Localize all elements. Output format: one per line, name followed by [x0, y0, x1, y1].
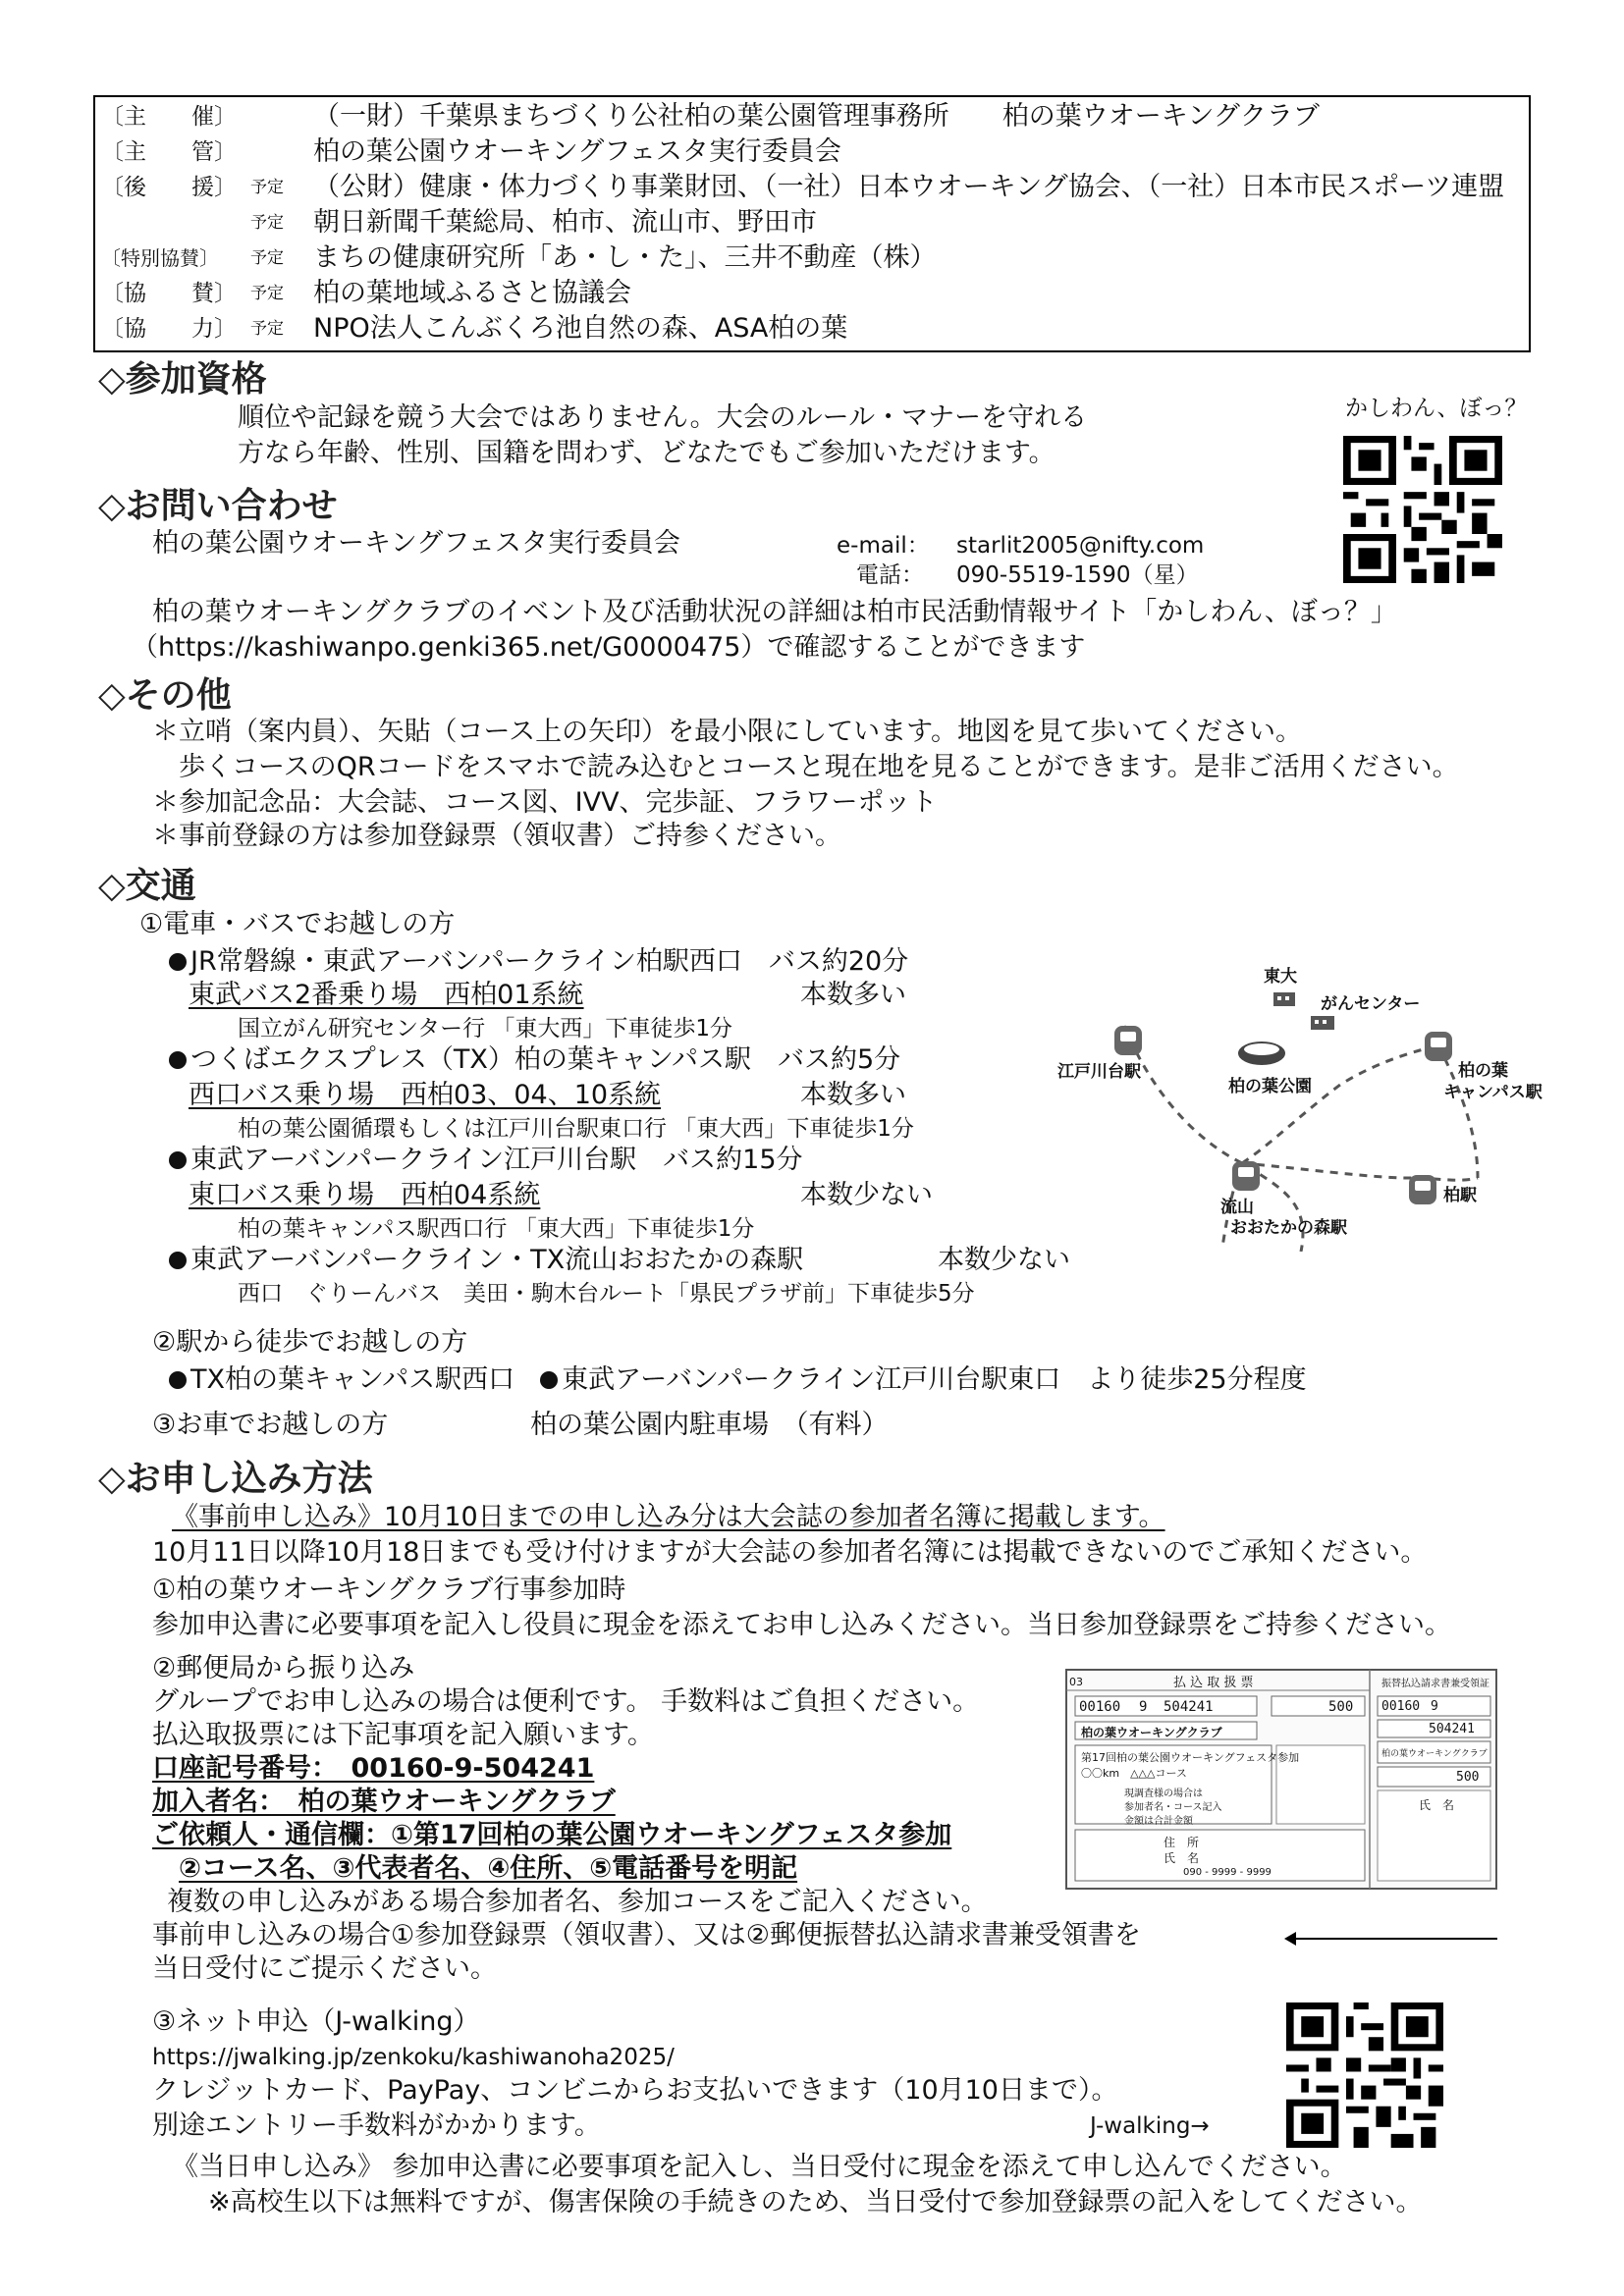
eligibility-line-2: 方なら年齢、性別、国籍を問わず、どなたでもご参加いただけます。 [238, 438, 1056, 468]
memo-line-1: ご依頼人・通信欄：①第17回柏の葉公園ウオーキングフェスタ参加 [152, 1820, 952, 1850]
row-label: 〔協 力〕 [101, 316, 237, 342]
transport-sub-walk: ②駅から徒歩でお越しの方 [152, 1327, 468, 1358]
organizer-row [95, 243, 1529, 273]
form-title: 払 込 取 扱 票 [1173, 1676, 1254, 1690]
jwalking-qr-caption: J-walking→ [1090, 2113, 1210, 2139]
contact-info-line-2: （https://kashiwanpo.genki365.net/G0000475）で確認することができます [132, 632, 1086, 663]
jwalking-url[interactable]: https://jwalking.jp/zenkoku/kashiwanoha2025/ [152, 2045, 675, 2070]
other-line-3: ＊参加記念品：大会誌、コース図、IVV、完歩証、フラワーポット [152, 787, 938, 818]
email-label: e-mail： [837, 533, 930, 559]
form-right-name: 氏 名 [1419, 1798, 1455, 1812]
map-label-campus-1: 柏の葉 [1458, 1061, 1508, 1081]
tentative-mark: 予定 [250, 319, 284, 339]
postal-transfer-form [1065, 1669, 1497, 1890]
pointer-line [1286, 1938, 1497, 1940]
apply-method-2-line-4: 事前申し込みの場合①参加登録票（領収書）、又は②郵便振替払込請求書兼受領書を [152, 1920, 1141, 1950]
tentative-mark: 予定 [250, 213, 284, 233]
row-text: NPO法人こんぶくろ池自然の森、ASA柏の葉 [313, 313, 848, 344]
organizer-row [95, 102, 1529, 132]
organizer-row [95, 137, 1529, 167]
other-line-2: 歩くコースのQRコードをスマホで読み込むとコースと現在地を見ることができます。是非ご活用ください。 [152, 752, 1459, 782]
apply-method-1-text: 参加申込書に必要事項を記入し役員に現金を添えてお申し込みください。当日参加登録票をご持参ください。 [152, 1610, 1451, 1640]
form-right-account-2: 9 [1431, 1699, 1438, 1714]
row-label: 〔後 援〕 [101, 175, 237, 200]
bullet-icon [169, 1252, 187, 1269]
form-right-payee: 柏の葉ウオーキングクラブ [1381, 1749, 1488, 1759]
qr-code-jwalking[interactable] [1286, 2002, 1443, 2148]
form-account-2: 9 [1139, 1699, 1148, 1715]
row-text: （一財）千葉県まちづくり公社柏の葉公園管理事務所 柏の葉ウオーキングクラブ [313, 101, 1320, 132]
account-number: 口座記号番号： 00160-9-504241 [152, 1753, 595, 1784]
apply-method-3-title: ③ネット申込（J-walking） [152, 2006, 480, 2037]
form-memo-1: 第17回柏の葉公園ウオーキングフェスタ参加 [1081, 1751, 1300, 1764]
bullet-icon [169, 953, 187, 971]
row-text: 柏の葉公園ウオーキングフェスタ実行委員会 [313, 136, 841, 167]
route-3-main-text: 東武アーバンパークライン江戸川台駅 バス約15分 [190, 1145, 803, 1175]
route-2-frequency: 本数多い [800, 1080, 906, 1110]
apply-method-2-line-2: 払込取扱票には下記事項を記入願います。 [152, 1720, 654, 1750]
map-label-park: 柏の葉公園 [1228, 1077, 1312, 1096]
form-memo-4: 参加者名・コース記入 [1124, 1802, 1222, 1813]
form-memo-3: 現調査様の場合は [1124, 1789, 1203, 1799]
car-parking: 柏の葉公園内駐車場 （有料） [530, 1410, 889, 1440]
walk-routes [169, 1364, 1307, 1396]
bullet-icon [169, 1151, 187, 1169]
form-name-label: 氏 名 [1164, 1851, 1200, 1865]
eligibility-line-1: 順位や記録を競う大会ではありません。大会のルール・マナーを守れる [238, 402, 1088, 433]
eligibility-heading: ◇参加資格 [98, 359, 267, 400]
contact-committee: 柏の葉公園ウオーキングフェスタ実行委員会 [152, 528, 680, 559]
tentative-mark: 予定 [250, 178, 284, 197]
form-account-1: 00160 [1079, 1699, 1121, 1715]
form-memo-5: 金額は合計金額 [1124, 1816, 1193, 1827]
apply-pre-registration: 《事前申し込み》10月10日までの申し込み分は大会誌の参加者名簿に掲載します。 [172, 1502, 1165, 1532]
contact-info-line-1: 柏の葉ウオーキングクラブのイベント及び活動状況の詳細は柏市民活動情報サイト「かしわん、ぼっ？」 [152, 597, 1397, 627]
apply-method-3-line-2: 別途エントリー手数料がかかります。 [152, 2110, 601, 2141]
route-1-main [169, 946, 908, 978]
route-1-main-text: JR常磐線・東武アーバンパークライン柏駅西口 バス約20分 [190, 946, 909, 977]
row-text: 朝日新聞千葉総局、柏市、流山市、野田市 [313, 207, 817, 238]
apply-method-2-line-1: グループでお申し込みの場合は便利です。 手数料はご負担ください。 [152, 1686, 980, 1717]
transport-sub-car: ③お車でお越しの方 [152, 1410, 389, 1440]
walk-route-a: TX柏の葉キャンパス駅西口 [190, 1364, 515, 1395]
apply-late-notice: 10月11日以降10月18日までも受け付けますが大会誌の参加者名簿には掲載できないのでご承知ください。 [152, 1537, 1428, 1568]
phone-number: 090-5519-1590（星） [956, 562, 1199, 588]
apply-method-2-title: ②郵便局から振り込み [152, 1653, 415, 1683]
transport-heading: ◇交通 [98, 866, 196, 906]
tentative-mark: 予定 [250, 284, 284, 303]
row-label: 〔協 賛〕 [101, 281, 237, 306]
route-1-stop: 東武バス2番乗り場 西柏01系統 [189, 980, 584, 1010]
row-text: （公財）健康・体力づくり事業財団、（一社）日本ウオーキング協会、（一社）日本市民スポーツ連盟 [313, 172, 1505, 202]
form-address-label: 住 所 [1164, 1836, 1200, 1849]
apply-heading: ◇お申し込み方法 [98, 1459, 373, 1499]
route-map-lines [1046, 967, 1517, 1252]
route-4-main-text: 東武アーバンパークライン・TX流山おおたかの森駅 [190, 1245, 804, 1275]
memo-line-2: ②コース名、③代表者名、④住所、⑤電話番号を明記 [179, 1853, 798, 1884]
form-right-amount: 500 [1456, 1770, 1480, 1785]
student-notice: ※高校生以下は無料ですが、傷害保険の手続きのため、当日受付で参加登録票の記入をしてください。 [208, 2187, 1423, 2217]
other-line-4: ＊事前登録の方は参加登録票（領収書）ご持参ください。 [152, 821, 841, 851]
route-4-main [169, 1245, 803, 1276]
route-1-frequency: 本数多い [800, 980, 906, 1010]
contact-heading: ◇お問い合わせ [98, 486, 338, 526]
route-4-destination: 西口 ぐりーんバス 美田・駒木台ルート「県民プラザ前」下車徒歩5分 [238, 1281, 975, 1307]
phone-label: 電話： [856, 562, 924, 588]
form-small-code: 03 [1069, 1676, 1083, 1688]
route-2-stop: 西口バス乗り場 西柏03、04、10系統 [189, 1080, 662, 1110]
organizer-row [95, 314, 1529, 344]
bullet-icon [540, 1371, 558, 1389]
map-label-otaka-1: 流山 [1220, 1198, 1254, 1217]
apply-method-3-line-1: クレジットカード、PayPay、コンビニからお支払いできます（10月10日まで）。 [152, 2075, 1118, 2106]
row-text: まちの健康研究所「あ・し・た」、三井不動産（株） [313, 242, 937, 273]
route-3-frequency: 本数少ない [800, 1180, 933, 1210]
form-account-3: 504241 [1164, 1699, 1214, 1715]
map-label-otaka-2: おおたかの森駅 [1230, 1218, 1347, 1238]
bullet-icon [169, 1051, 187, 1069]
map-label-edogawadai: 江戸川台駅 [1057, 1062, 1141, 1082]
route-2-main-text: つくばエクスプレス（TX）柏の葉キャンパス駅 バス約5分 [190, 1044, 901, 1075]
other-line-1: ＊立哨（案内員）、矢貼（コース上の矢印）を最小限にしています。地図を見て歩いてください。 [152, 717, 1302, 747]
apply-method-2-line-5: 当日受付にご提示ください。 [152, 1953, 497, 1984]
tentative-mark: 予定 [250, 248, 284, 268]
form-memo-2: 〇〇km △△△コース [1081, 1767, 1187, 1780]
row-label: 〔主 催〕 [101, 104, 237, 130]
route-2-main [169, 1044, 900, 1076]
form-right-account-3: 504241 [1429, 1722, 1475, 1736]
row-label: 〔特別協賛〕 [101, 246, 219, 270]
form-payee: 柏の葉ウオーキングクラブ [1081, 1726, 1222, 1739]
form-right-account-1: 00160 [1381, 1699, 1421, 1714]
account-name: 加入者名： 柏の葉ウオーキングクラブ [152, 1787, 616, 1817]
bullet-icon [169, 1371, 187, 1389]
map-label-todai: 東大 [1264, 967, 1297, 987]
organizer-row [95, 173, 1529, 202]
map-label-gan-center: がんセンター [1321, 994, 1421, 1014]
walk-route-b: 東武アーバンパークライン江戸川台駅東口 より徒歩25分程度 [562, 1364, 1307, 1395]
email-link[interactable]: starlit2005@nifty.com [956, 533, 1205, 559]
row-label: 〔主 管〕 [101, 139, 237, 165]
organizer-box [93, 95, 1531, 352]
route-1-destination: 国立がん研究センター行 「東大西」下車徒歩1分 [238, 1016, 733, 1041]
qr-caption-kashiwanpo: かしわん、ぼっ？ [1345, 396, 1528, 421]
qr-code-kashiwanpo[interactable] [1343, 436, 1502, 583]
map-label-campus-2: キャンパス駅 [1443, 1083, 1543, 1102]
route-3-stop: 東口バス乗り場 西柏04系統 [189, 1180, 541, 1210]
route-2-destination: 柏の葉公園循環もしくは江戸川台駅東口行 「東大西」下車徒歩1分 [238, 1116, 914, 1142]
apply-method-2-line-3: 複数の申し込みがある場合参加者名、参加コースをご記入ください。 [167, 1887, 988, 1917]
pointer-arrow-icon [1284, 1932, 1296, 1946]
organizer-row [95, 208, 1529, 238]
form-amount: 500 [1328, 1699, 1354, 1715]
route-map [1046, 967, 1543, 1252]
organizer-row [95, 279, 1529, 308]
transport-sub-train-bus: ①電車・バスでお越しの方 [139, 909, 456, 939]
other-heading: ◇その他 [98, 675, 232, 716]
row-text: 柏の葉地域ふるさと協議会 [313, 278, 631, 308]
route-3-main [169, 1145, 803, 1176]
route-4-frequency: 本数少ない [938, 1245, 1070, 1275]
form-right-title: 振替払込請求書兼受領証 [1381, 1679, 1489, 1689]
form-phone: 090 - 9999 - 9999 [1183, 1867, 1272, 1878]
same-day-application: 《当日申し込み》 参加申込書に必要事項を記入し、当日受付に現金を添えて申し込んでください。 [172, 2152, 1347, 2182]
map-label-kashiwa: 柏駅 [1443, 1186, 1477, 1205]
apply-method-1-title: ①柏の葉ウオーキングクラブ行事参加時 [152, 1575, 626, 1605]
route-3-destination: 柏の葉キャンパス駅西口行 「東大西」下車徒歩1分 [238, 1216, 755, 1242]
